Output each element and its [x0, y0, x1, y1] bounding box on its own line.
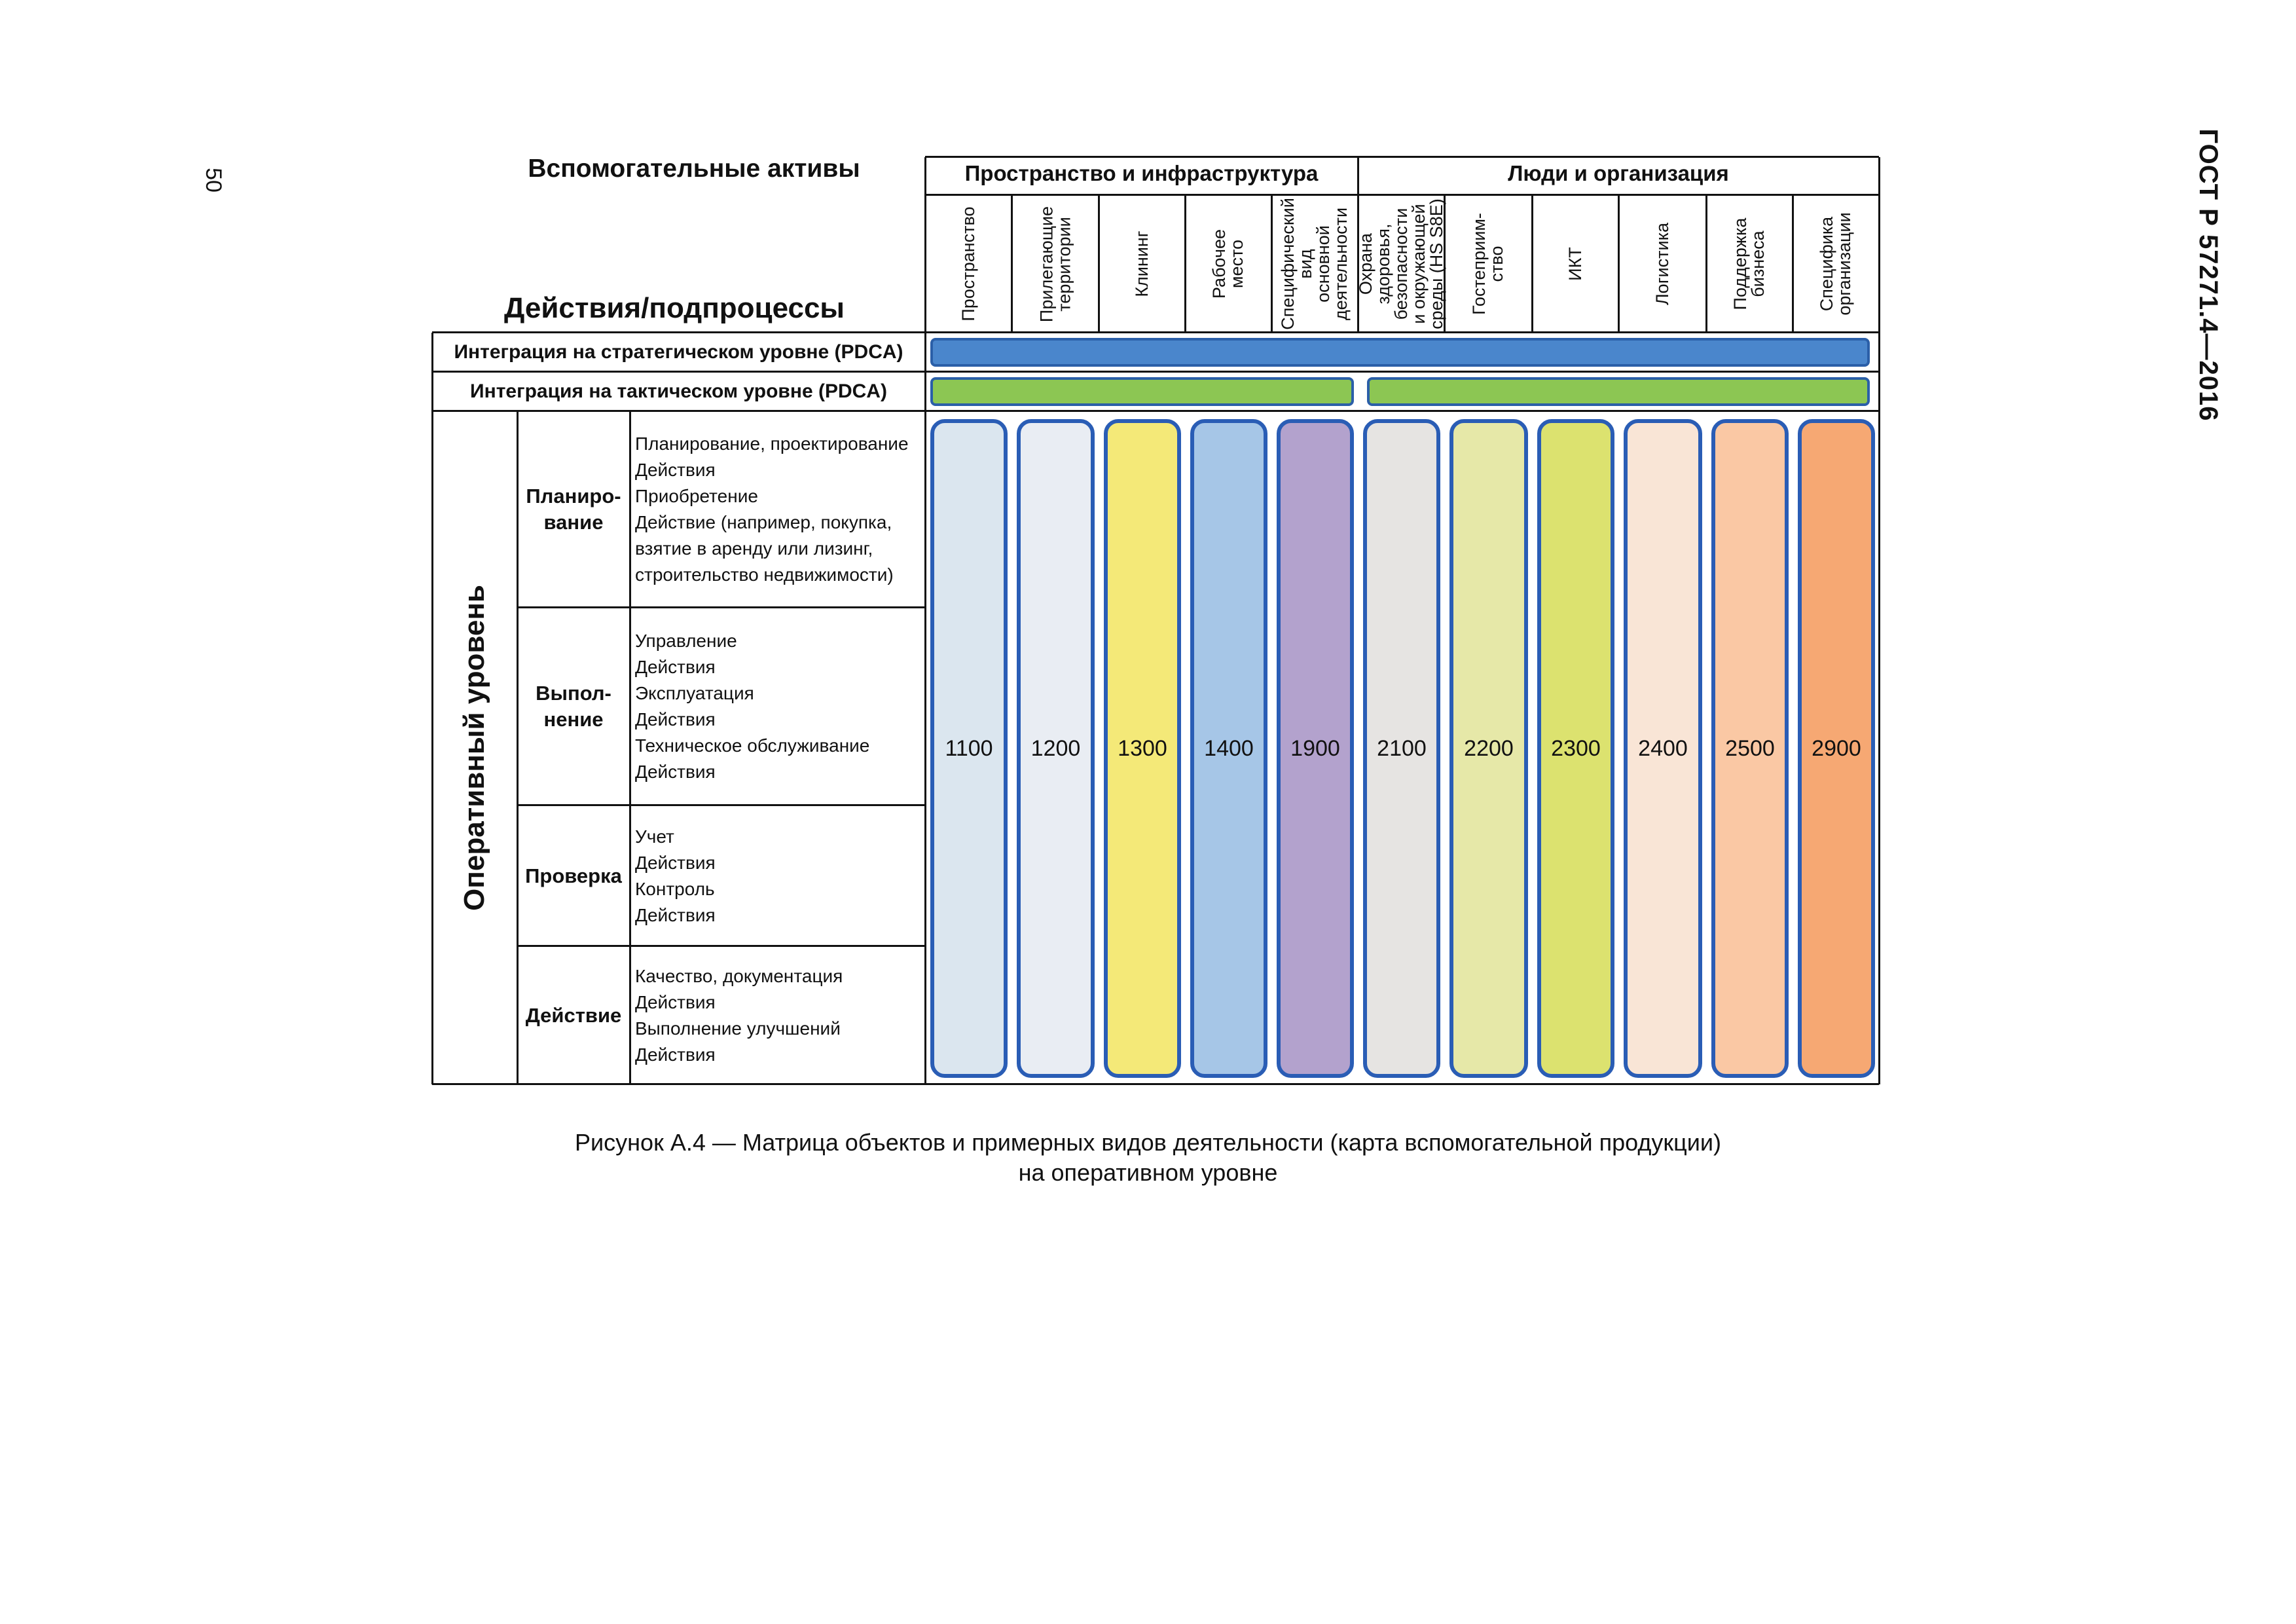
column-header-cell [1271, 195, 1358, 333]
phase-actions-list [630, 608, 925, 805]
asset-capsule: 2100 [1363, 419, 1440, 1078]
strategic-pdca-bar [930, 338, 1870, 367]
action-item: Планирование, проектирование [635, 434, 909, 454]
caption-line-2: на оперативном уровне [1018, 1159, 1278, 1186]
column-header-label: Прилегающие территории [1036, 206, 1074, 322]
phase-name: Проверка [525, 864, 622, 887]
column-header-label: Гостеприим- ство [1469, 213, 1506, 315]
column-header-label: Охрана здоровья, безопасности и окружающей среды (HS S8E) [1355, 198, 1446, 329]
action-item: Действия [635, 657, 716, 677]
column-header-cell [1185, 195, 1271, 333]
asset-capsule: 2900 [1798, 419, 1875, 1078]
action-item: Действия [635, 904, 716, 925]
column-header-cell [1618, 195, 1706, 333]
column-header-cell [1706, 195, 1793, 333]
tactical-row-label: Интеграция на тактическом уровне (PDCA) [470, 380, 887, 402]
column-header-cell [1793, 195, 1879, 333]
action-item: Учет [635, 826, 674, 847]
action-item: Выполнение улучшений [635, 1018, 841, 1039]
column-header-label: Логистика [1652, 222, 1672, 306]
asset-capsule: 2200 [1449, 419, 1528, 1078]
action-item: Эксплуатация [635, 683, 754, 703]
action-item: Приобретение [635, 486, 758, 506]
tactical-pdca-bar-people [1367, 377, 1870, 406]
tactical-pdca-bar-space [930, 377, 1354, 406]
asset-capsule: 2300 [1537, 419, 1614, 1078]
action-item: Контроль [635, 878, 715, 899]
assets-heading: Вспомогательные активы [528, 155, 860, 183]
phase-name: Действие [525, 1003, 622, 1027]
phase-name: Выпол- нение [536, 682, 611, 731]
asset-capsule: 2400 [1624, 419, 1702, 1078]
figure-caption [393, 1128, 1903, 1188]
asset-capsule: 1400 [1190, 419, 1267, 1078]
actions-heading: Действия/подпроцессы [503, 292, 845, 324]
action-item: взятие в аренду или лизинг, [635, 538, 873, 559]
column-header-cell [1355, 195, 1446, 333]
action-item: Качество, документация [635, 965, 843, 986]
column-header-cell [1444, 195, 1532, 333]
operational-level-cell [432, 411, 517, 1084]
phase-actions-list [630, 946, 925, 1084]
column-header-label: Поддержка бизнеса [1730, 217, 1768, 310]
phase-name: Планиро- вание [526, 485, 621, 534]
group-header-space-infrastructure: Пространство и инфраструктура [964, 161, 1319, 185]
column-header-label: Рабочее место [1209, 229, 1247, 299]
column-header-cell [1099, 195, 1185, 333]
column-header-label: Специфика организации [1817, 212, 1854, 316]
action-item: Действия [635, 762, 716, 782]
action-item: Действия [635, 1044, 716, 1065]
column-header-cell [1011, 195, 1099, 333]
action-item: Действия [635, 460, 716, 480]
strategic-row-label: Интеграция на стратегическом уровне (PDCA) [454, 341, 903, 363]
action-item: строительство недвижимости) [635, 564, 894, 585]
column-header-cell [925, 195, 1011, 333]
page-number: 50 [201, 168, 226, 193]
column-header-cell [1532, 195, 1618, 333]
phase-actions-list [630, 805, 925, 946]
asset-capsule: 2500 [1711, 419, 1789, 1078]
column-header-label: ИКТ [1565, 247, 1585, 281]
action-item: Действия [635, 852, 716, 873]
group-header-people-organization: Люди и организация [1508, 161, 1729, 185]
standard-id: ГОСТ Р 57271.4—2016 [2194, 128, 2223, 422]
caption-line-1: Рисунок А.4 — Матрица объектов и примерных видов деятельности (карта вспомогательной продукции) [575, 1129, 1721, 1156]
operational-level-label: Оперативный уровень [458, 585, 490, 911]
asset-capsule: 1200 [1017, 419, 1095, 1078]
asset-capsule: 1900 [1277, 419, 1354, 1078]
action-item: Действие (например, покупка, [635, 512, 892, 532]
action-item: Управление [635, 631, 737, 651]
column-header-label: Пространство [958, 206, 978, 322]
asset-capsule: 1100 [930, 419, 1008, 1078]
action-item: Техническое обслуживание [635, 735, 870, 756]
asset-capsule: 1300 [1104, 419, 1181, 1078]
column-header-label: Специфический вид основной деятельности [1278, 198, 1351, 330]
action-item: Действия [635, 991, 716, 1012]
action-item: Действия [635, 709, 716, 729]
phase-actions-list [630, 411, 925, 608]
column-header-label: Клининг [1131, 231, 1152, 297]
